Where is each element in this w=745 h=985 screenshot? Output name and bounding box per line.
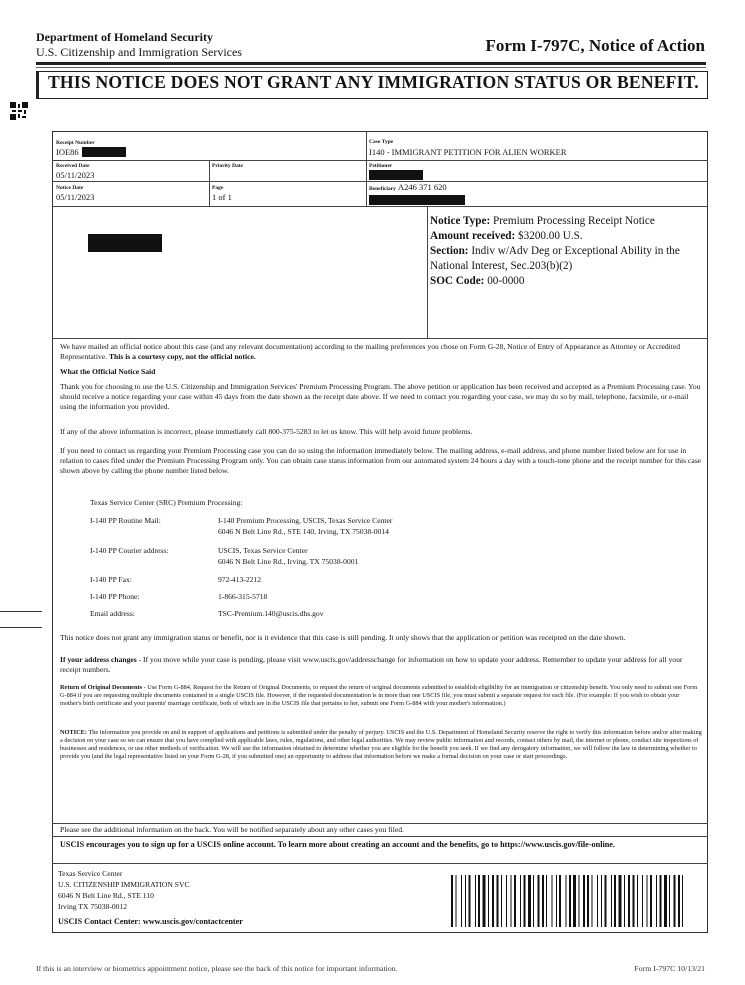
receipt-number-value: IOE86 [56, 147, 79, 157]
verification-notice-paragraph: NOTICE: The information you provide on and in support of applications and petitions is submitted under the penalty of perjury. USCIS and the U.S. Department of Homeland Security reserve the right to verify this information before and/or after making a decision on your case so we can ensure that you have complied with applicable laws, rules, regulations, and other legal authorities. We may review public information and records, contact others by mail, the internet or phone, conduct site inspections of businesses and residences, or use other methods of verification. We will use the information obtained to determine whether you are eligible for the benefit you seek. If we find any derogatory information, we will follow the law in determining whether to provide you (and the legal representative listed on your Form G-28, if you submitted one) an opportunity to address that information before we make a formal decision on your case or start proceedings. [60, 729, 702, 761]
barcode-icon [451, 875, 689, 927]
service-center-heading: Texas Service Center (SRC) Premium Processing: [90, 498, 243, 507]
case-type-label: Case Type [369, 139, 394, 145]
beneficiary-value: A246 371 620 [398, 182, 447, 192]
notice-summary [430, 214, 702, 289]
contact-label: I-140 PP Fax: [90, 575, 132, 584]
contact-paragraph: If you need to contact us regarding your Premium Processing case you can do so using the information immediately below. The mailing address, e-mail address, and phone number listed below are for use in relation to cases filed under the Premium Processing Program only. You can obtain case status information from our automated system 24 hours a day with a touch-tone phone and the receipt number for this case shown above by calling the phone number listed below. [60, 446, 702, 475]
notice-date-value: 05/11/2023 [56, 192, 95, 202]
footer-note: If this is an interview or biometrics appointment notice, please see the back of this notice for important information. [36, 964, 398, 973]
amount-label: Amount received: [430, 230, 516, 242]
agency-subname: U.S. Citizenship and Immigration Services [36, 45, 242, 59]
return-address-line: 6046 N Belt Line Rd., STE 110 [58, 891, 154, 900]
contact-value: 6046 N Belt Line Rd., Irving, TX 75038-0001 [218, 557, 359, 566]
address-change-paragraph: If your address changes - If you move while your case is pending, please visit www.uscis.gov/addresschange for information on how to update your address. Remember to update your address for all your receipt numbers. [60, 655, 683, 674]
contact-label: I-140 PP Routine Mail: [90, 516, 161, 525]
return-address-line: Texas Service Center [58, 869, 123, 878]
agency-name: Department of Homeland Security [36, 30, 213, 44]
contact-email: TSC-Premium.140@uscis.dhs.gov [218, 609, 324, 618]
soc-label: SOC Code: [430, 275, 485, 287]
online-account-note: USCIS encourages you to sign up for a USCIS online account. To learn more about creating an account and the benefits, go to https://www.uscis.gov/file-online. [60, 840, 615, 849]
amount-value: $3200.00 U.S. [518, 230, 583, 242]
contact-center: USCIS Contact Center: www.uscis.gov/contactcenter [58, 917, 243, 926]
warning-banner: THIS NOTICE DOES NOT GRANT ANY IMMIGRATION STATUS OR BENEFIT. [48, 72, 699, 92]
incorrect-info-paragraph: If any of the above information is incorrect, please immediately call 800-375-5283 to let us know. This will help avoid future problems. [60, 427, 473, 436]
contact-value: USCIS, Texas Service Center [218, 546, 308, 555]
received-date-label: Received Date [56, 163, 90, 169]
notice-type-label: Notice Type: [430, 215, 491, 227]
section-label: Section: [430, 245, 469, 257]
redacted-address [88, 234, 162, 252]
contact-label: Email address: [90, 609, 135, 618]
contact-value: 972-413-2212 [218, 575, 262, 584]
contact-value: 6046 N Belt Line Rd., STE 140, Irving, TX 75038-0014 [218, 527, 389, 536]
return-address-line: U.S. CITIZENSHIP IMMIGRATION SVC [58, 880, 190, 889]
contact-value: 1-866-315-5718 [218, 592, 268, 601]
no-status-paragraph: This notice does not grant any immigration status or benefit, nor is it evidence that this case is still pending. It only shows that the application or petition was receipted on the date shown. [60, 633, 626, 642]
contact-label: I-140 PP Courier address: [90, 546, 169, 555]
qr-code-icon [10, 102, 28, 120]
received-date-value: 05/11/2023 [56, 170, 95, 180]
courtesy-copy-note: This is a courtesy copy, not the official notice. [108, 352, 256, 361]
notice-type-value: Premium Processing Receipt Notice [492, 215, 655, 227]
page-label: Page [212, 185, 224, 191]
contact-label: I-140 PP Phone: [90, 592, 140, 601]
redaction [369, 195, 465, 205]
mailing-paragraph: We have mailed an official notice about this case (and any relevant documentation) according to the mailing preferences you chose on Form G-28, Notice of Entry of Appearance as Attorney or Accredited Representative. This is a courtesy copy, not the official notice. [60, 342, 681, 361]
header-rule [36, 62, 706, 65]
official-notice-heading: What the Official Notice Said [60, 367, 156, 376]
header-rule-thin [36, 67, 706, 68]
beneficiary-label: Beneficiary [369, 186, 396, 192]
priority-date-label: Priority Date [212, 163, 243, 169]
petitioner-label: Petitioner [369, 163, 393, 169]
form-title: Form I-797C, Notice of Action [485, 36, 705, 55]
receipt-number-label: Receipt Number [56, 140, 95, 146]
fold-mark [0, 611, 42, 612]
return-documents-paragraph: Return of Original Documents - Use Form G-884, Request for the Return of Original Documents, to request the return of original documents submitted to establish eligibility for an immigration or citizenship benefit. You only need to submit one Form G-884 if you are requesting multiple documents contained in a single USCIS file. However, if the requested documentation is in more than one USCIS file, you must submit a separate request for each file. (For example: If you wish to obtain your mother's birth certificate and your parents' marriage certificate, both of which are in the USCIS file that pertains to her, submit one Form G-884 with your mother's information.) [60, 684, 698, 708]
contact-value: I-140 Premium Processing, USCIS, Texas Service Center [218, 516, 393, 525]
premium-processing-paragraph: Thank you for choosing to use the U.S. Citizenship and Immigration Services' Premium Processing Program. The above petition or application has been received and accepted as a Premium Processing case. You should receive a notice regarding your case within 45 days from the date shown as the receipt date above. If we need to contact you regarding your case, we may do so by mail, telephone, facsimile, or e-mail using the information you provided. [60, 382, 701, 411]
redaction [369, 170, 423, 180]
page-value: 1 of 1 [212, 192, 232, 202]
redaction [82, 147, 126, 157]
case-type-value: I140 - IMMIGRANT PETITION FOR ALIEN WORKER [369, 147, 567, 157]
soc-value: 00-0000 [487, 275, 525, 287]
section-value: Indiv w/Adv Deg or Exceptional Ability in the National Interest, Sec.203(b)(2) [430, 245, 680, 272]
notice-date-label: Notice Date [56, 185, 84, 191]
return-address-line: Irving TX 75038-0012 [58, 902, 128, 911]
fold-mark [0, 627, 42, 628]
back-info-note: Please see the additional information on the back. You will be notified separately about any other cases you filed. [60, 825, 404, 834]
form-edition: Form I-797C 10/13/21 [634, 964, 705, 973]
